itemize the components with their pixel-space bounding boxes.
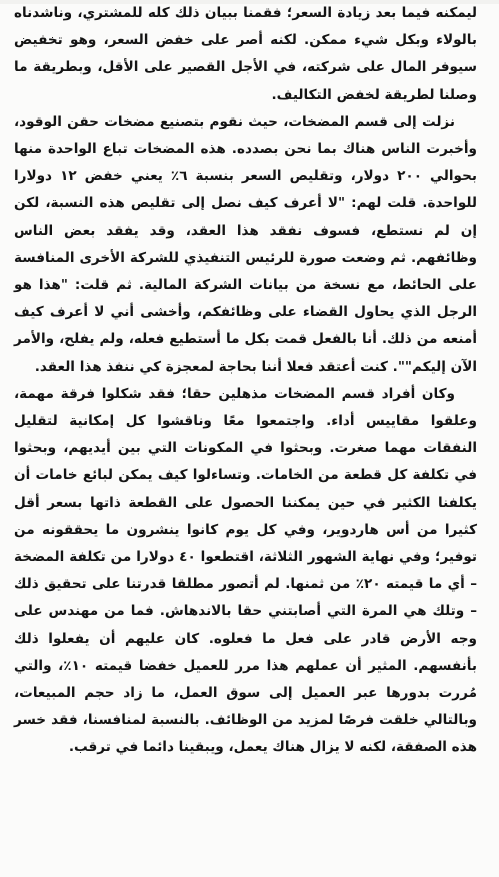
paragraph-1: ليمكنه فيما بعد زيادة السعر؛ فقمنا ببيان ذلك كله للمشتري، وناشدناه بالولاء وبكل شيء ممكن. لكنه أصر على خفض السعر، وهو تخفيض سيوفر المال على شركته، في الأجل القصير على الأقل، وبطريقة ما وصلنا لطريقة لخفض التكاليف. <box>14 5 477 103</box>
document-body <box>14 0 477 762</box>
paragraph-3: وكان أفراد قسم المضخات مذهلين حقا؛ فقد شكلوا فرقة مهمة، وعلقوا مقاييس أداء. واجتمعوا معًا وناقشوا كل إمكانية لتقليل النفقات مهما صغرت. وبحثوا في المكونات التي بين أيديهم، وبحثوا في تكلفة كل قطعة من الخامات. وتساءلوا كيف يمكن لبائع خامات أن يكلفنا الكثير في حين يمكننا الحصول على القطعة ذاتها بسعر أقل كثيرا من أس هاردوير، وفي كل يوم كانوا ينشرون ما يحققونه من توفير؛ وفي نهاية الشهور الثلاثة، اقتطعوا ٤٠ دولارا من تكلفة المضخة – أي ما قيمته ٢٠٪ من ثمنها. لم أتصور مطلقا قدرتنا على تحقيق ذلك – وتلك هي المرة التي أصابتني حقا بالاندهاش. فما من مهندس على وجه الأرض قادر على فعل ما فعلوه. كان عليهم أن يفعلوا ذلك بأنفسهم. المثير أن عملهم هذا مرر للعميل خفضا قيمته ١٠٪، والتي مُررت بدورها عبر العميل إلى سوق العمل، ما زاد حجم المبيعات، وبالتالي خلقت فرصًا لمزيد من الوظائف. بالنسبة لمنافسنا، فقد خسر هذه الصفقة، لكنه لا يزال هناك يعمل، ويبقينا دائما في ترقب. <box>14 385 477 756</box>
paragraph-2: نزلت إلى قسم المضخات، حيث نقوم بتصنيع مضخات حقن الوقود، وأخبرت الناس هناك بما نحن بصدده. هذه المضخات تباع الواحدة منها بحوالي ٢٠٠ دولار، وتقليص السعر بنسبة ٦٪ يعني خفض ١٢ دولارا للواحدة. قلت لهم: "لا أعرف كيف نصل إلى تقليص هذه النسبة، لكن إن لم نستطع، فسوف نفقد هذا العقد، وقد يفقد بعض الناس وظائفهم. ثم وضعت صورة للرئيس التنفيذي للشركة الأخرى المنافسة على الحائط، مع نسخة من بيانات الشركة المالية. ثم قلت: "هذا هو الرجل الذي يحاول القضاء على وظائفكم، وأخشى أني لا أعرف كيف أمنعه من ذلك. أنا بالفعل قمت بكل ما أستطيع فعله، ولم يفلح، والأمر الآن إليكم"". كنت أعتقد فعلا أننا بحاجة لمعجزة كي ننفذ هذا العقد. <box>14 113 477 375</box>
